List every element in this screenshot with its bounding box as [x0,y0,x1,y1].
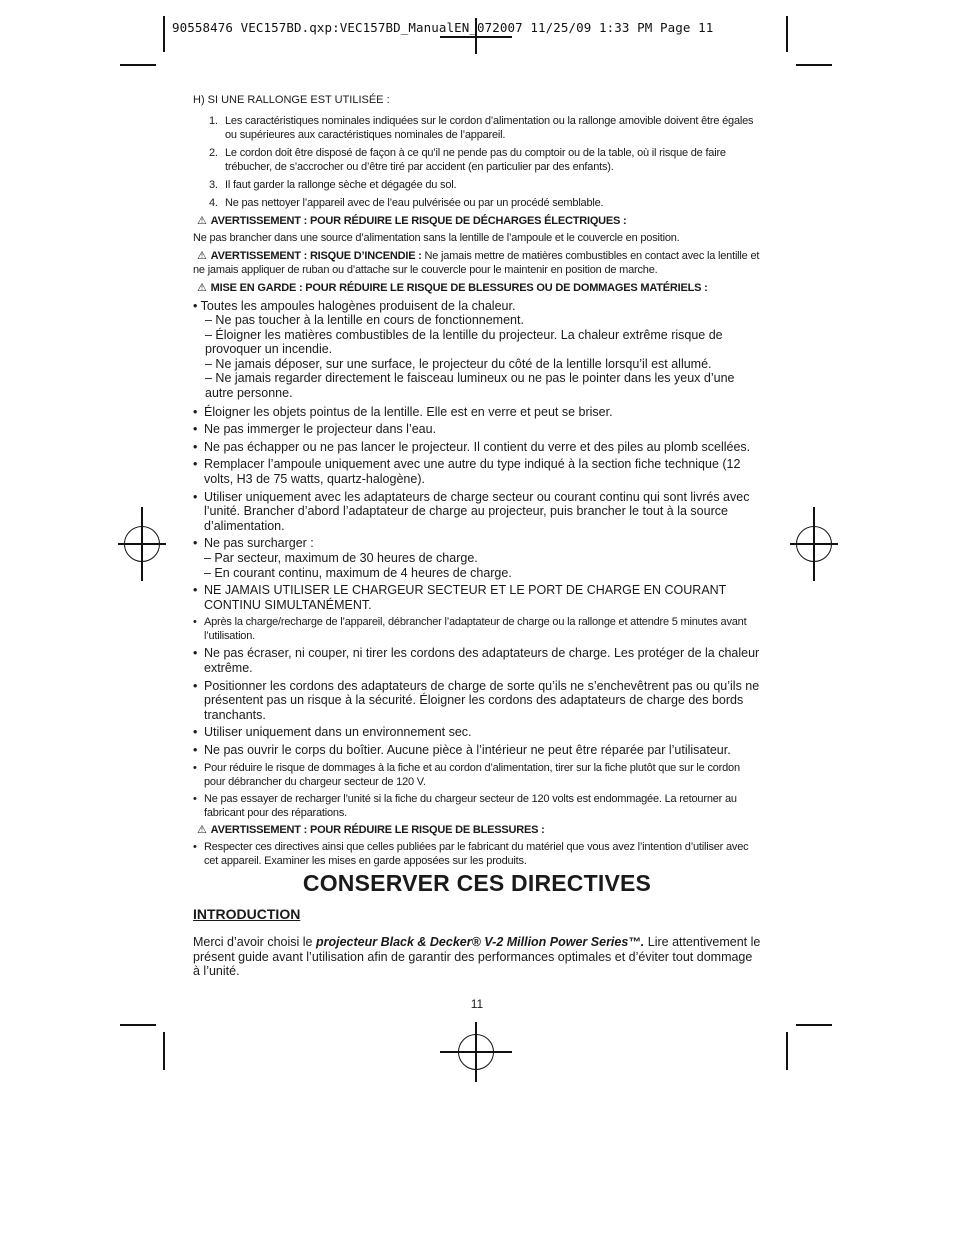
list-item: 2. Le cordon doit être disposé de façon à ce qu’il ne pende pas du comptoir ou de la table, où il risque de faire trébucher, de s’accrocher ou d’être tiré par accident (en particulier par des enfants). [209,146,726,173]
halogen-dash: – Ne pas toucher à la lentille en cours de fonctionnement. [205,313,524,328]
warning-electric-heading: ⚠ AVERTISSEMENT : POUR RÉDUIRE LE RISQUE DE DÉCHARGES ÉLECTRIQUES : [197,214,627,227]
list-item: • Remplacer l’ampoule uniquement avec une autre du type indiqué à la section fiche technique (12 volts, H3 de 75 watts, quartz-halogène). [193,457,741,487]
list-item: • Ne pas immerger le projecteur dans l’eau. [193,422,437,437]
warning-injury-heading: ⚠ AVERTISSEMENT : POUR RÉDUIRE LE RISQUE DE BLESSURES : [197,823,545,836]
list-item: • NE JAMAIS UTILISER LE CHARGEUR SECTEUR ET LE PORT DE CHARGE EN COURANT CONTINU SIMULTANÉMENT. [193,583,727,612]
list-item: • Ne pas échapper ou ne pas lancer le projecteur. Il contient du verre et des piles au plomb scellées. [193,439,751,454]
list-item: • Utiliser uniquement avec les adaptateurs de charge secteur ou courant continu qui sont livrés avec l’unité. Brancher d’abord l’adaptateur de charge au projecteur, puis brancher le tout à la source d’alimentation. [193,489,750,533]
list-item: • Utiliser uniquement dans un environnement sec. [193,725,472,740]
warning-triangle-icon: ⚠ [197,250,207,262]
list-item: • Après la charge/recharge de l’appareil, débrancher l’adaptateur de charge ou la rallonge et attendre 5 minutes avant l’utilisation. [193,616,747,643]
list-item: • Respecter ces directives ainsi que celles publiées par le fabricant du matériel que vous avez l’intention d’utiliser avec cet appareil. Examiner les mises en garde apposées sur les produits. [193,841,749,868]
halogen-dash: – Ne jamais regarder directement le faisceau lumineux ou ne pas le pointer dans les yeux d’une autre personne. [205,371,735,401]
list-item: • Éloigner les objets pointus de la lentille. Elle est en verre et peut se briser. [193,404,613,419]
introduction-heading: INTRODUCTION [193,905,301,922]
warning-triangle-icon: ⚠ [197,282,207,294]
caution-heading: ⚠ MISE EN GARDE : POUR RÉDUIRE LE RISQUE DE BLESSURES OU DE DOMMAGES MATÉRIELS : [197,282,708,294]
halogen-lead: • Toutes les ampoules halogènes produisent de la chaleur. [193,298,516,313]
manual-page-content [193,93,761,979]
list-item: • Ne pas écraser, ni couper, ni tirer les cordons des adaptateurs de charge. Les protéger de la chaleur extrême. [193,646,760,675]
warning-electric-body: Ne pas brancher dans une source d’alimentation sans la lentille de l’ampoule et le couvercle en position. [193,232,680,244]
extension-cord-list [193,114,761,210]
list-item: • Pour réduire le risque de dommages à la fiche et au cordon d’alimentation, tirer sur la fiche plutôt que sur le cordon pour débrancher du chargeur secteur de 120 V. [193,761,740,788]
product-name: projecteur Black & Decker® V-2 Million Power Series™. [315,935,645,950]
halogen-block [193,299,761,401]
warning-triangle-icon: ⚠ [197,823,207,836]
list-item: 4. Ne pas nettoyer l’appareil avec de l’eau pulvérisée ou par un procédé semblable. [209,196,604,209]
section-h-heading: H) SI UNE RALLONGE EST UTILISÉE : [193,94,390,106]
introduction-paragraph: Merci d’avoir choisi le projecteur Black & Decker® V-2 Million Power Series™. Lire attentivement le présent guide avant l’utilisation afin de garantir des performances optimales et d’éviter tout dommage à l’unité. [193,935,761,979]
list-item: • Ne pas essayer de recharger l’unité si la fiche du chargeur secteur de 120 volts est endommagée. La retourner au fabricant pour des réparations. [193,792,737,819]
save-instructions-title: CONSERVER CES DIRECTIVES [302,870,652,897]
warning-fire: ⚠ AVERTISSEMENT : RISQUE D’INCENDIE : Ne jamais mettre de matières combustibles en contact avec la lentille et ne jamais appliquer de ruban ou d’attache sur le couvercle pour le maintenir en position de marche. [193,250,760,276]
warning-triangle-icon: ⚠ [197,214,207,227]
halogen-dash: – Éloigner les matières combustibles de la lentille du projecteur. La chaleur extrême risque de provoquer un incendie. [205,327,723,357]
halogen-dash: – Ne jamais déposer, sur une surface, le projecteur du côté de la lentille lorsqu’il est allumé. [205,356,712,371]
safety-bullet-list [193,405,761,820]
list-item: • Ne pas surcharger : – Par secteur, maximum de 30 heures de charge. – En courant continu, maximum de 4 heures de charge. [193,536,512,580]
list-item: • Ne pas ouvrir le corps du boîtier. Aucune pièce à l’intérieur ne peut être réparée par l’utilisateur. [193,742,731,757]
list-item: 3. Il faut garder la rallonge sèche et dégagée du sol. [209,178,457,191]
list-item: • Positionner les cordons des adaptateurs de charge de sorte qu’ils ne s’enchevêtrent pas ou qu’ils ne présentent pas un risque à la sécurité. Éloigner les cordons des adaptateurs de charge des bords tranchants. [193,678,760,722]
list-item: 1. Les caractéristiques nominales indiquées sur le cordon d’alimentation ou la rallonge amovible doivent être égales ou supérieures aux caractéristiques nominales de l’appareil. [209,114,754,141]
page-number: 11 [470,997,484,1011]
printer-slug: 90558476 VEC157BD.qxp:VEC157BD_ManualEN_072007 11/25/09 1:33 PM Page 11 [172,20,714,35]
